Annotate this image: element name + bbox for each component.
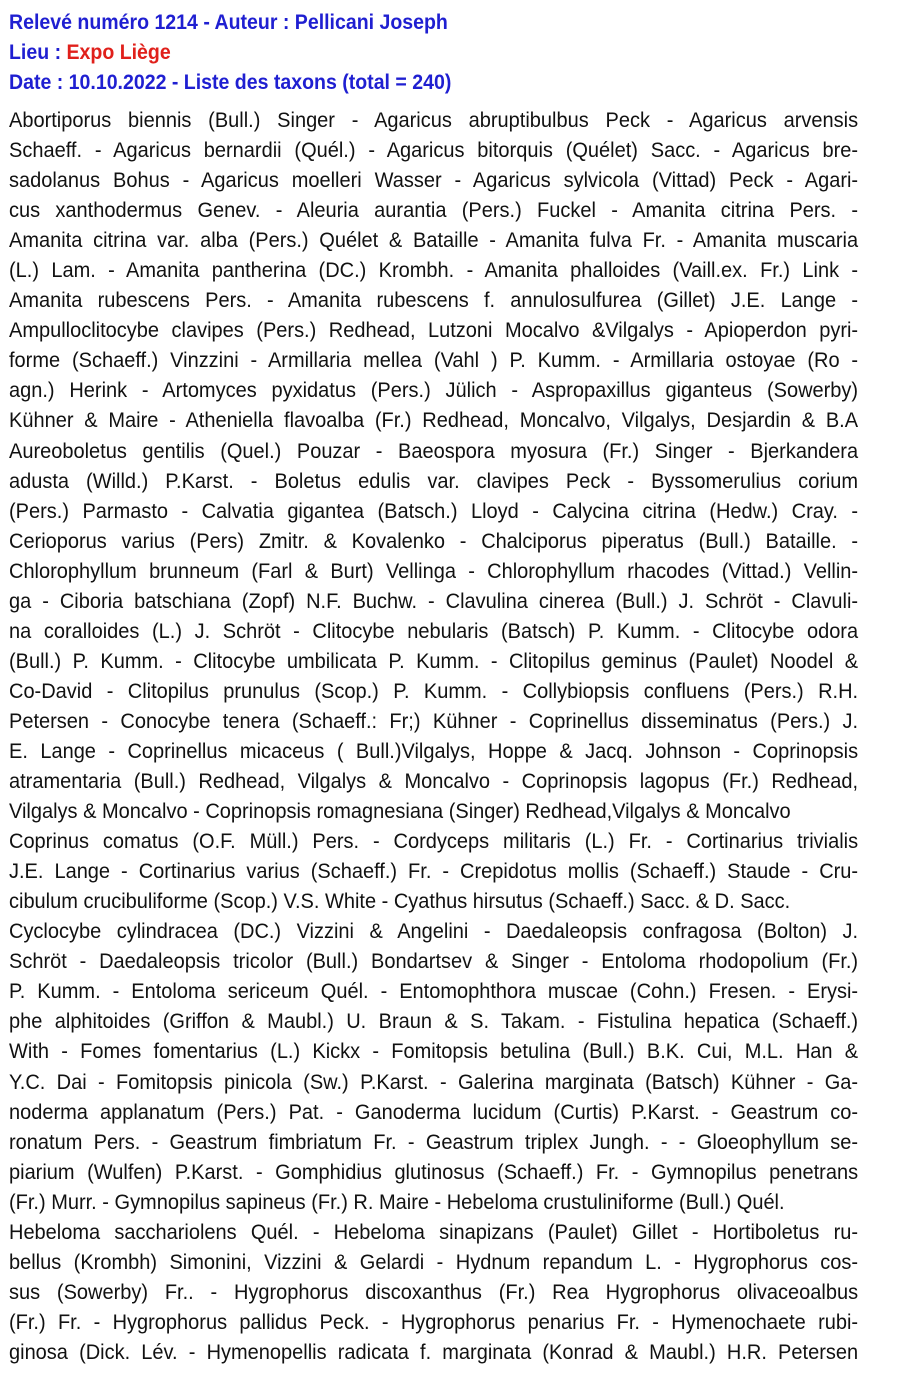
taxa-line-text: (Bull.) P. Kumm. - Clitocybe umbilicata P. Kumm. - Clitopilus geminus (Paulet) Noodel & (9, 648, 859, 673)
taxa-line (9, 946, 859, 976)
taxa-line-text: P. Kumm. - Entoloma sericeum Quél. - Entomophthora muscae (Cohn.) Fresen. - Erysi- (9, 979, 859, 1004)
taxa-line (9, 436, 859, 466)
releve-title (9, 8, 800, 38)
taxa-line (9, 976, 859, 1006)
taxa-line-text: ginosa (Dick. Lév. - Hymenopellis radicata f. marginata (Konrad & Maubl.) H.R. Petersen (9, 1339, 859, 1364)
taxa-line (9, 1036, 859, 1066)
taxa-line (9, 285, 859, 315)
location-label: Lieu : (9, 41, 67, 64)
taxa-line-text: Vilgalys & Moncalvo - Coprinopsis romagnesiana (Singer) Redhead,Vilgalys & Moncalvo (9, 799, 791, 824)
taxa-line-text: phe alphitoides (Griffon & Maubl.) U. Braun & S. Takam. - Fistulina hepatica (Schaeff.) (9, 1009, 859, 1034)
taxa-line (9, 1247, 859, 1277)
taxa-line (9, 466, 859, 496)
taxa-line (9, 1097, 859, 1127)
taxa-line (9, 646, 859, 676)
taxa-line-text: ga - Ciboria batschiana (Zopf) N.F. Buchw. - Clavulina cinerea (Bull.) J. Schröt - Clavuli- (9, 588, 859, 613)
taxa-line-text: (Fr.) Fr. - Hygrophorus pallidus Peck. - Hygrophorus penarius Fr. - Hymenochaete rubi- (9, 1309, 859, 1334)
taxa-line-text: Cyclocybe cylindracea (DC.) Vizzini & Angelini - Daedaleopsis confragosa (Bolton) J. (9, 919, 859, 944)
taxa-line (9, 375, 859, 405)
taxa-line (9, 616, 859, 646)
taxa-line (9, 1187, 859, 1217)
taxa-line-text: cus xanthodermus Genev. - Aleuria aurantia (Pers.) Fuckel - Amanita citrina Pers. - (9, 198, 859, 223)
taxa-line-text: Chlorophyllum brunneum (Farl & Burt) Vellinga - Chlorophyllum rhacodes (Vittad.) Vellin- (9, 558, 859, 583)
taxa-line (9, 676, 859, 706)
taxa-line-text: Co-David - Clitopilus prunulus (Scop.) P. Kumm. - Collybiopsis confluens (Pers.) R.H. (9, 678, 859, 703)
taxa-line (9, 706, 859, 736)
taxa-list (9, 105, 859, 1367)
taxa-line (9, 105, 859, 135)
taxa-line-text: Schaeff. - Agaricus bernardii (Quél.) - Agaricus bitorquis (Quélet) Sacc. - Agaricus bre- (9, 138, 859, 163)
taxa-line (9, 1217, 859, 1247)
taxa-line-text: Aureoboletus gentilis (Quel.) Pouzar - Baeospora myosura (Fr.) Singer - Bjerkandera (9, 438, 859, 463)
taxa-line (9, 195, 859, 225)
taxa-line (9, 165, 859, 195)
taxa-line (9, 736, 859, 766)
taxa-line-text: sadolanus Bohus - Agaricus moelleri Wasser - Agaricus sylvicola (Vittad) Peck - Agari- (9, 168, 859, 193)
taxa-line (9, 556, 859, 586)
document-page (9, 8, 859, 1367)
taxa-line-text: agn.) Herink - Artomyces pyxidatus (Pers.) Jülich - Aspropaxillus giganteus (Sowerby) (9, 378, 859, 403)
taxa-line-text: Petersen - Conocybe tenera (Schaeff.: Fr;) Kühner - Coprinellus disseminatus (Pers.) J. (9, 708, 859, 733)
releve-date-total (9, 68, 800, 98)
taxa-line-text: cibulum crucibuliforme (Scop.) V.S. White - Cyathus hirsutus (Schaeff.) Sacc. & D. Sacc. (9, 889, 791, 914)
taxa-line-text: Cerioporus varius (Pers) Zmitr. & Kovalenko - Chalciporus piperatus (Bull.) Bataille. - (9, 528, 859, 553)
taxa-line-text: (Fr.) Murr. - Gymnopilus sapineus (Fr.) R. Maire - Hebeloma crustuliniforme (Bull.) Quél. (9, 1189, 785, 1214)
taxa-line-text: (Pers.) Parmasto - Calvatia gigantea (Batsch.) Lloyd - Calycina citrina (Hedw.) Cray. - (9, 498, 859, 523)
taxa-line (9, 916, 859, 946)
taxa-line-text: (L.) Lam. - Amanita pantherina (DC.) Krombh. - Amanita phalloides (Vaill.ex. Fr.) Link - (9, 258, 859, 283)
taxa-line (9, 345, 859, 375)
taxa-line-text: Kühner & Maire - Atheniella flavoalba (Fr.) Redhead, Moncalvo, Vilgalys, Desjardin & B.A (9, 408, 859, 433)
taxa-line-text: na coralloides (L.) J. Schröt - Clitocybe nebularis (Batsch) P. Kumm. - Clitocybe odora (9, 618, 859, 643)
taxa-line (9, 1307, 859, 1337)
taxa-line (9, 886, 859, 916)
taxa-line-text: J.E. Lange - Cortinarius varius (Schaeff.) Fr. - Crepidotus mollis (Schaeff.) Staude - Cru- (9, 859, 859, 884)
date-and-total: Date : 10.10.2022 - Liste des taxons (total = 240) (9, 71, 452, 94)
releve-header (9, 8, 859, 98)
taxa-line (9, 826, 859, 856)
taxa-line-text: forme (Schaeff.) Vinzzini - Armillaria mellea (Vahl ) P. Kumm. - Armillaria ostoyae (Ro - (9, 348, 859, 373)
taxa-line (9, 796, 859, 826)
taxa-line (9, 1277, 859, 1307)
taxa-line-text: E. Lange - Coprinellus micaceus ( Bull.)Vilgalys, Hoppe & Jacq. Johnson - Coprinopsis (9, 738, 859, 763)
taxa-line-text: noderma applanatum (Pers.) Pat. - Ganoderma lucidum (Curtis) P.Karst. - Geastrum co- (9, 1099, 859, 1124)
taxa-line (9, 586, 859, 616)
taxa-line-text: Abortiporus biennis (Bull.) Singer - Agaricus abruptibulbus Peck - Agaricus arvensis (9, 108, 859, 132)
taxa-line (9, 255, 859, 285)
taxa-line (9, 526, 859, 556)
taxa-line-text: Amanita citrina var. alba (Pers.) Quélet & Bataille - Amanita fulva Fr. - Amanita muscaria (9, 228, 859, 253)
taxa-line (9, 766, 859, 796)
taxa-line-text: sus (Sowerby) Fr.. - Hygrophorus discoxanthus (Fr.) Rea Hygrophorus olivaceoalbus (9, 1279, 859, 1304)
taxa-line-text: Schröt - Daedaleopsis tricolor (Bull.) Bondartsev & Singer - Entoloma rhodopolium (Fr.) (9, 949, 859, 974)
releve-location (9, 38, 800, 68)
taxa-line (9, 225, 859, 255)
taxa-line-text: piarium (Wulfen) P.Karst. - Gomphidius glutinosus (Schaeff.) Fr. - Gymnopilus penetrans (9, 1159, 859, 1184)
taxa-line-text: atramentaria (Bull.) Redhead, Vilgalys & Moncalvo - Coprinopsis lagopus (Fr.) Redhead, (9, 769, 859, 794)
taxa-line-text: Amanita rubescens Pers. - Amanita rubescens f. annulosulfurea (Gillet) J.E. Lange - (9, 288, 859, 313)
taxa-line (9, 856, 859, 886)
taxa-line-text: Ampulloclitocybe clavipes (Pers.) Redhead, Lutzoni Mocalvo &Vilgalys - Apioperdon pyri- (9, 318, 859, 343)
taxa-line-text: Coprinus comatus (O.F. Müll.) Pers. - Cordyceps militaris (L.) Fr. - Cortinarius trivialis (9, 829, 859, 854)
taxa-line-text: Y.C. Dai - Fomitopsis pinicola (Sw.) P.Karst. - Galerina marginata (Batsch) Kühner - Ga- (9, 1069, 859, 1094)
taxa-line-text: bellus (Krombh) Simonini, Vizzini & Gelardi - Hydnum repandum L. - Hygrophorus cos- (9, 1249, 859, 1274)
taxa-line (9, 315, 859, 345)
location-value: Expo Liège (66, 41, 171, 64)
taxa-line (9, 135, 859, 165)
taxa-line (9, 1006, 859, 1036)
taxa-line-text: adusta (Willd.) P.Karst. - Boletus edulis var. clavipes Peck - Byssomerulius corium (9, 468, 859, 493)
taxa-line (9, 1067, 859, 1097)
taxa-line-text: ronatum Pers. - Geastrum fimbriatum Fr. - Geastrum triplex Jungh. - - Gloeophyllum se- (9, 1129, 859, 1154)
taxa-line (9, 405, 859, 435)
releve-number-author: Relevé numéro 1214 - Auteur : Pellicani Joseph (9, 11, 448, 34)
taxa-line-text: With - Fomes fomentarius (L.) Kickx - Fomitopsis betulina (Bull.) B.K. Cui, M.L. Han & (9, 1039, 859, 1064)
taxa-line (9, 1157, 859, 1187)
taxa-line (9, 496, 859, 526)
taxa-line (9, 1337, 859, 1367)
taxa-line-text: Hebeloma sacchariolens Quél. - Hebeloma sinapizans (Paulet) Gillet - Hortiboletus ru- (9, 1219, 859, 1244)
taxa-line (9, 1127, 859, 1157)
